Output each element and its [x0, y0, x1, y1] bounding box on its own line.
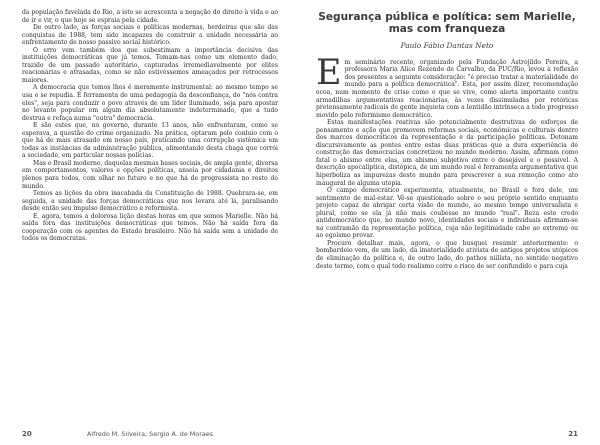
- first-paragraph-text: m seminário recente, organizado pela Fundação Astrojildo Pereira, a professora Maria Alice Rezende de Carvalho, da PUC/Rio, levou à reflexão dos presentes a seguinte consideração: "é preciso tratar a materialidade do mundo para a política democrática". Esta, por assim dizer, recomendação ecoa, num momento de crise como o que se vive, como alerta importante contra armadilhas argumentativas reacionárias, às vezes dissimuladas por retóricas pretensamente radicais de gente inquieta com a lentidão intrínseca a todo progresso movido pelo reformismo democrático.: [316, 58, 578, 119]
- right-text-column: [316, 52, 578, 270]
- left-text-column: [22, 9, 278, 243]
- paragraph: O erro vem também dos que subestimam a importância decisiva das instituições democráticas que já temos. Tomam-nas como um elemento dado, trazido de um passado autoritário, capturadas irremediavelmente por elites reacionárias e atrasadas, como se não estivéssemos ameaçados por retrocessos maiores.: [22, 46, 278, 84]
- paragraph: E, agora, temos a dolorosa lição destas horas em que somos Marielle. Não há saída fora das instituições democráticas que temos. Não há saída fora da cooperação com os agentes do Estado brasileiro. Não há saída sem a unidade de todos os democratas.: [22, 212, 278, 243]
- paragraph: Estas manifestações reativas são potencialmente destrutivas de esforços de pensamento e ação que promovem reformas sociais, econômicas e culturais dentro dos marcos democráticos da representação e da participação políticas. Detonam discursivamente as pontes entre estas duas práticas que a dura experiência de construção das democracias concretizou no mundo moderno. Assim, afirmam como fatal o abismo entre elas, um abismo subjetivo entre o desejável e o possível. A descrição apocalíptica, distópica, de um mundo real é ferramenta argumentativa que hiperboliza as impurezas deste mundo para prescrever a sua remoção como ato inaugural de alguma utopia.: [316, 119, 578, 187]
- paragraph: O campo democrático experimenta, atualmente, no Brasil e fora dele, um sentimento de mal-estar. Vê-se questionado sobre o seu próprio sentido enquanto projeto capaz de abrigar certa visão de mundo, ao mesmo tempo universalista e plural, como se ela já não mais coubesse no mundo "real". Reza este credo antidemocrático que, no mundo novo, identidades sociais e individuais afirmam-se na contramão da representação política, cuja não legitimidade cabe ao extremo ou ao egoísmo provar.: [316, 187, 578, 240]
- paragraph: E são estes que, no governo, durante 13 anos, não enfrentaram, como se esperava, a questão do crime organizado. Na prática, optaram pelo conluio com o que há de mais atrasado em nosso país, praticando uma corrupção sistêmica em todas as instâncias da administração pública, alimentando desta chaga que corrói a sociedade, em particular nossas polícias.: [22, 122, 278, 160]
- article-title: Segurança pública e política: sem Marielle, mas com franqueza: [318, 11, 576, 36]
- page-number-left: 20: [22, 430, 32, 438]
- paragraph: A democracia que temos lhes é meramente instrumental: ao mesmo tempo se usa e se repudia. É ferramenta de uma pedagogia da desconfiança, do "nós contra eles", seja para conduzir o povo através de um líder iluminado, seja para apostar no levante popular em algum dia absolutamente indeterminado, que a tudo destrua e refaça numa "outra" democracia.: [22, 84, 278, 122]
- first-paragraph: [316, 52, 578, 119]
- paragraph: De outro lado, as forças sociais e políticas modernas, herdeiras que são das conquistas de 1988, tem sido incapazes de construir a unidade necessária ao enfrentamento de nosso passivo social histórico.: [22, 24, 278, 47]
- paragraph: Procuro detalhar mais, agora, o que busquei resumir anteriormente: o bombardeio vem, de um lado, da imaterialidade ativista de antigos projetos utópicos de eliminação da política e, de outro lado, do pathos niilista, no sentido negativo deste termo, com o qual todo realismo corre o risco de ser confundido e para cuja: [316, 239, 578, 270]
- paragraph: Mas o Brasil moderno, daquelas mesmas bases sociais, de ampla gente, diversa em comportamentos, valores e opções políticas, anseia por cidadania e direitos plenos para todos, com olhar no futuro e no que há de progressista no resto do mundo.: [22, 159, 278, 190]
- paragraph: da população favelada do Rio, a isto se acrescenta a negação do direito à vida e ao de ir e vir, o que hoje se espraia pela cidade.: [22, 9, 278, 24]
- drop-cap: E: [316, 52, 342, 93]
- paragraph: Temos as lições da obra inacabada da Constituição de 1988. Quebrara-se, em seguida, a unidade das forças democráticas que nos levara até lá, paralisando desde então seu impulso democrático e reformista.: [22, 190, 278, 213]
- article-author: Paulo Fábio Dantas Neto: [400, 40, 494, 50]
- running-head: Alfredo M. Silveira; Sergio A. de Moraes: [86, 430, 214, 438]
- right-page: [300, 0, 600, 445]
- page-number-right: 21: [568, 430, 578, 438]
